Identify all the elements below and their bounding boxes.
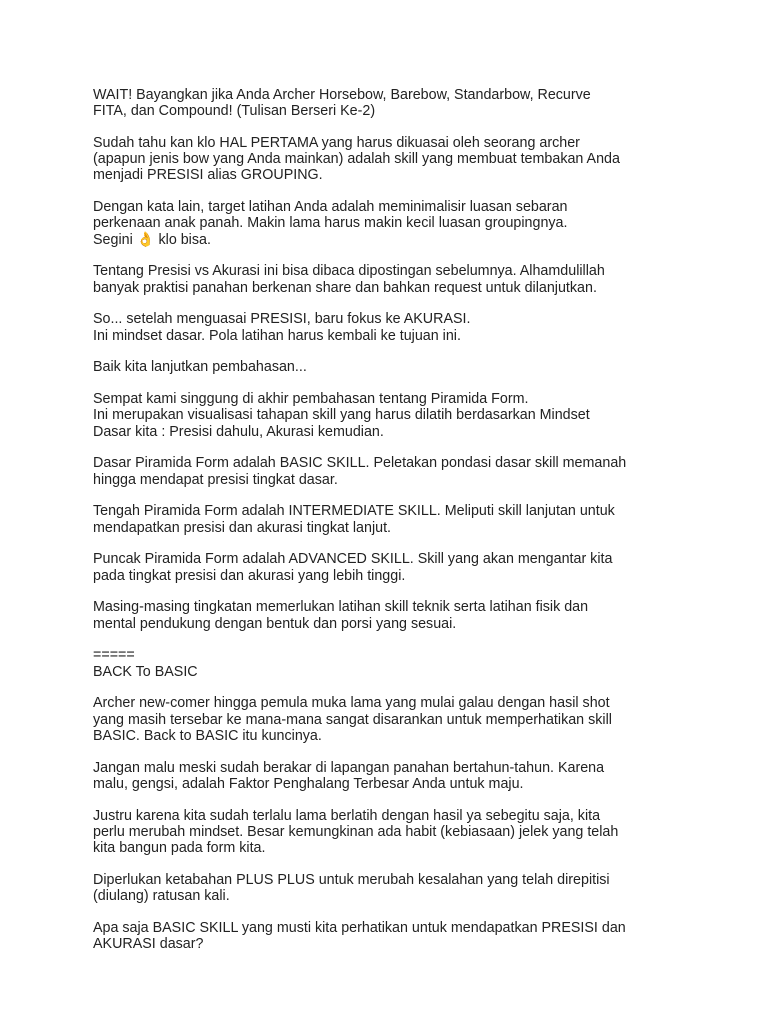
paragraph-intro-title: WAIT! Bayangkan jika Anda Archer Horsebow, Barebow, Standarbow, Recurve FITA, dan Compound! (Tulisan Berseri Ke-2) bbox=[93, 87, 591, 120]
paragraph-hal-pertama: Sudah tahu kan klo HAL PERTAMA yang harus dikuasai oleh seorang archer (apapun jenis bow yang Anda mainkan) adalah skill yang membuat tembakan Anda menjadi PRESISI alias GROUPING. bbox=[93, 135, 620, 184]
paragraph-target-latihan: Dengan kata lain, target latihan Anda adalah meminimalisir luasan sebaran perkenaan anak panah. Makin lama harus makin kecil luasan groupingnya. Segini 👌 klo bisa. bbox=[93, 199, 568, 248]
paragraph-piramida-form: Sempat kami singgung di akhir pembahasan tentang Piramida Form. Ini merupakan visualisasi tahapan skill yang harus dilatih berdasarkan Mindset Dasar kita : Presisi dahulu, Akurasi kemudian. bbox=[93, 391, 590, 440]
paragraph-presisi-vs-akurasi: Tentang Presisi vs Akurasi ini bisa dibaca dipostingan sebelumnya. Alhamdulillah banyak praktisi panahan berkenan share dan bahkan request untuk dilanjutkan. bbox=[93, 263, 605, 296]
paragraph-intermediate-skill: Tengah Piramida Form adalah INTERMEDIATE SKILL. Meliputi skill lanjutan untuk mendapatkan presisi dan akurasi tingkat lanjut. bbox=[93, 503, 615, 536]
paragraph-jangan-malu: Jangan malu meski sudah berakar di lapangan panahan bertahun-tahun. Karena malu, gengsi, adalah Faktor Penghalang Terbesar Anda untuk maju. bbox=[93, 759, 605, 792]
paragraph-mindset-dasar: So... setelah menguasai PRESISI, baru fokus ke AKURASI. Ini mindset dasar. Pola latihan harus kembali ke tujuan ini. bbox=[93, 311, 471, 344]
paragraph-latihan-fisik-mental: Masing-masing tingkatan memerlukan latihan skill teknik serta latihan fisik dan mental pendukung dengan bentuk dan porsi yang sesuai. bbox=[93, 599, 589, 632]
paragraph-question-basic-skill: Apa saja BASIC SKILL yang musti kita perhatikan untuk mendapatkan PRESISI dan AKURASI dasar? bbox=[93, 919, 626, 953]
document-body bbox=[93, 87, 683, 968]
paragraph-ketabahan: Diperlukan ketabahan PLUS PLUS untuk merubah kesalahan yang telah direpitisi (diulang) ratusan kali. bbox=[93, 871, 610, 905]
paragraph-basic-skill: Dasar Piramida Form adalah BASIC SKILL. Peletakan pondasi dasar skill memanah hingga mendapat presisi tingkat dasar. bbox=[93, 455, 627, 488]
paragraph-lanjutkan: Baik kita lanjutkan pembahasan... bbox=[93, 359, 307, 376]
paragraph-advanced-skill: Puncak Piramida Form adalah ADVANCED SKILL. Skill yang akan mengantar kita pada tingkat presisi dan akurasi yang lebih tinggi. bbox=[93, 551, 613, 584]
section-heading-back-to-basic: ===== BACK To BASIC bbox=[93, 647, 198, 680]
paragraph-merubah-mindset: Justru karena kita sudah terlalu lama berlatih dengan hasil ya sebegitu saja, kita perlu merubah mindset. Besar kemungkinan ada habit (kebiasaan) jelek yang telah kita bangun pada form kita. bbox=[93, 807, 619, 857]
paragraph-archer-new-comer: Archer new-comer hingga pemula muka lama yang mulai galau dengan hasil shot yang masih tersebar ke mana-mana sangat disarankan untuk memperhatikan skill BASIC. Back to BASIC itu kuncinya. bbox=[93, 695, 612, 744]
